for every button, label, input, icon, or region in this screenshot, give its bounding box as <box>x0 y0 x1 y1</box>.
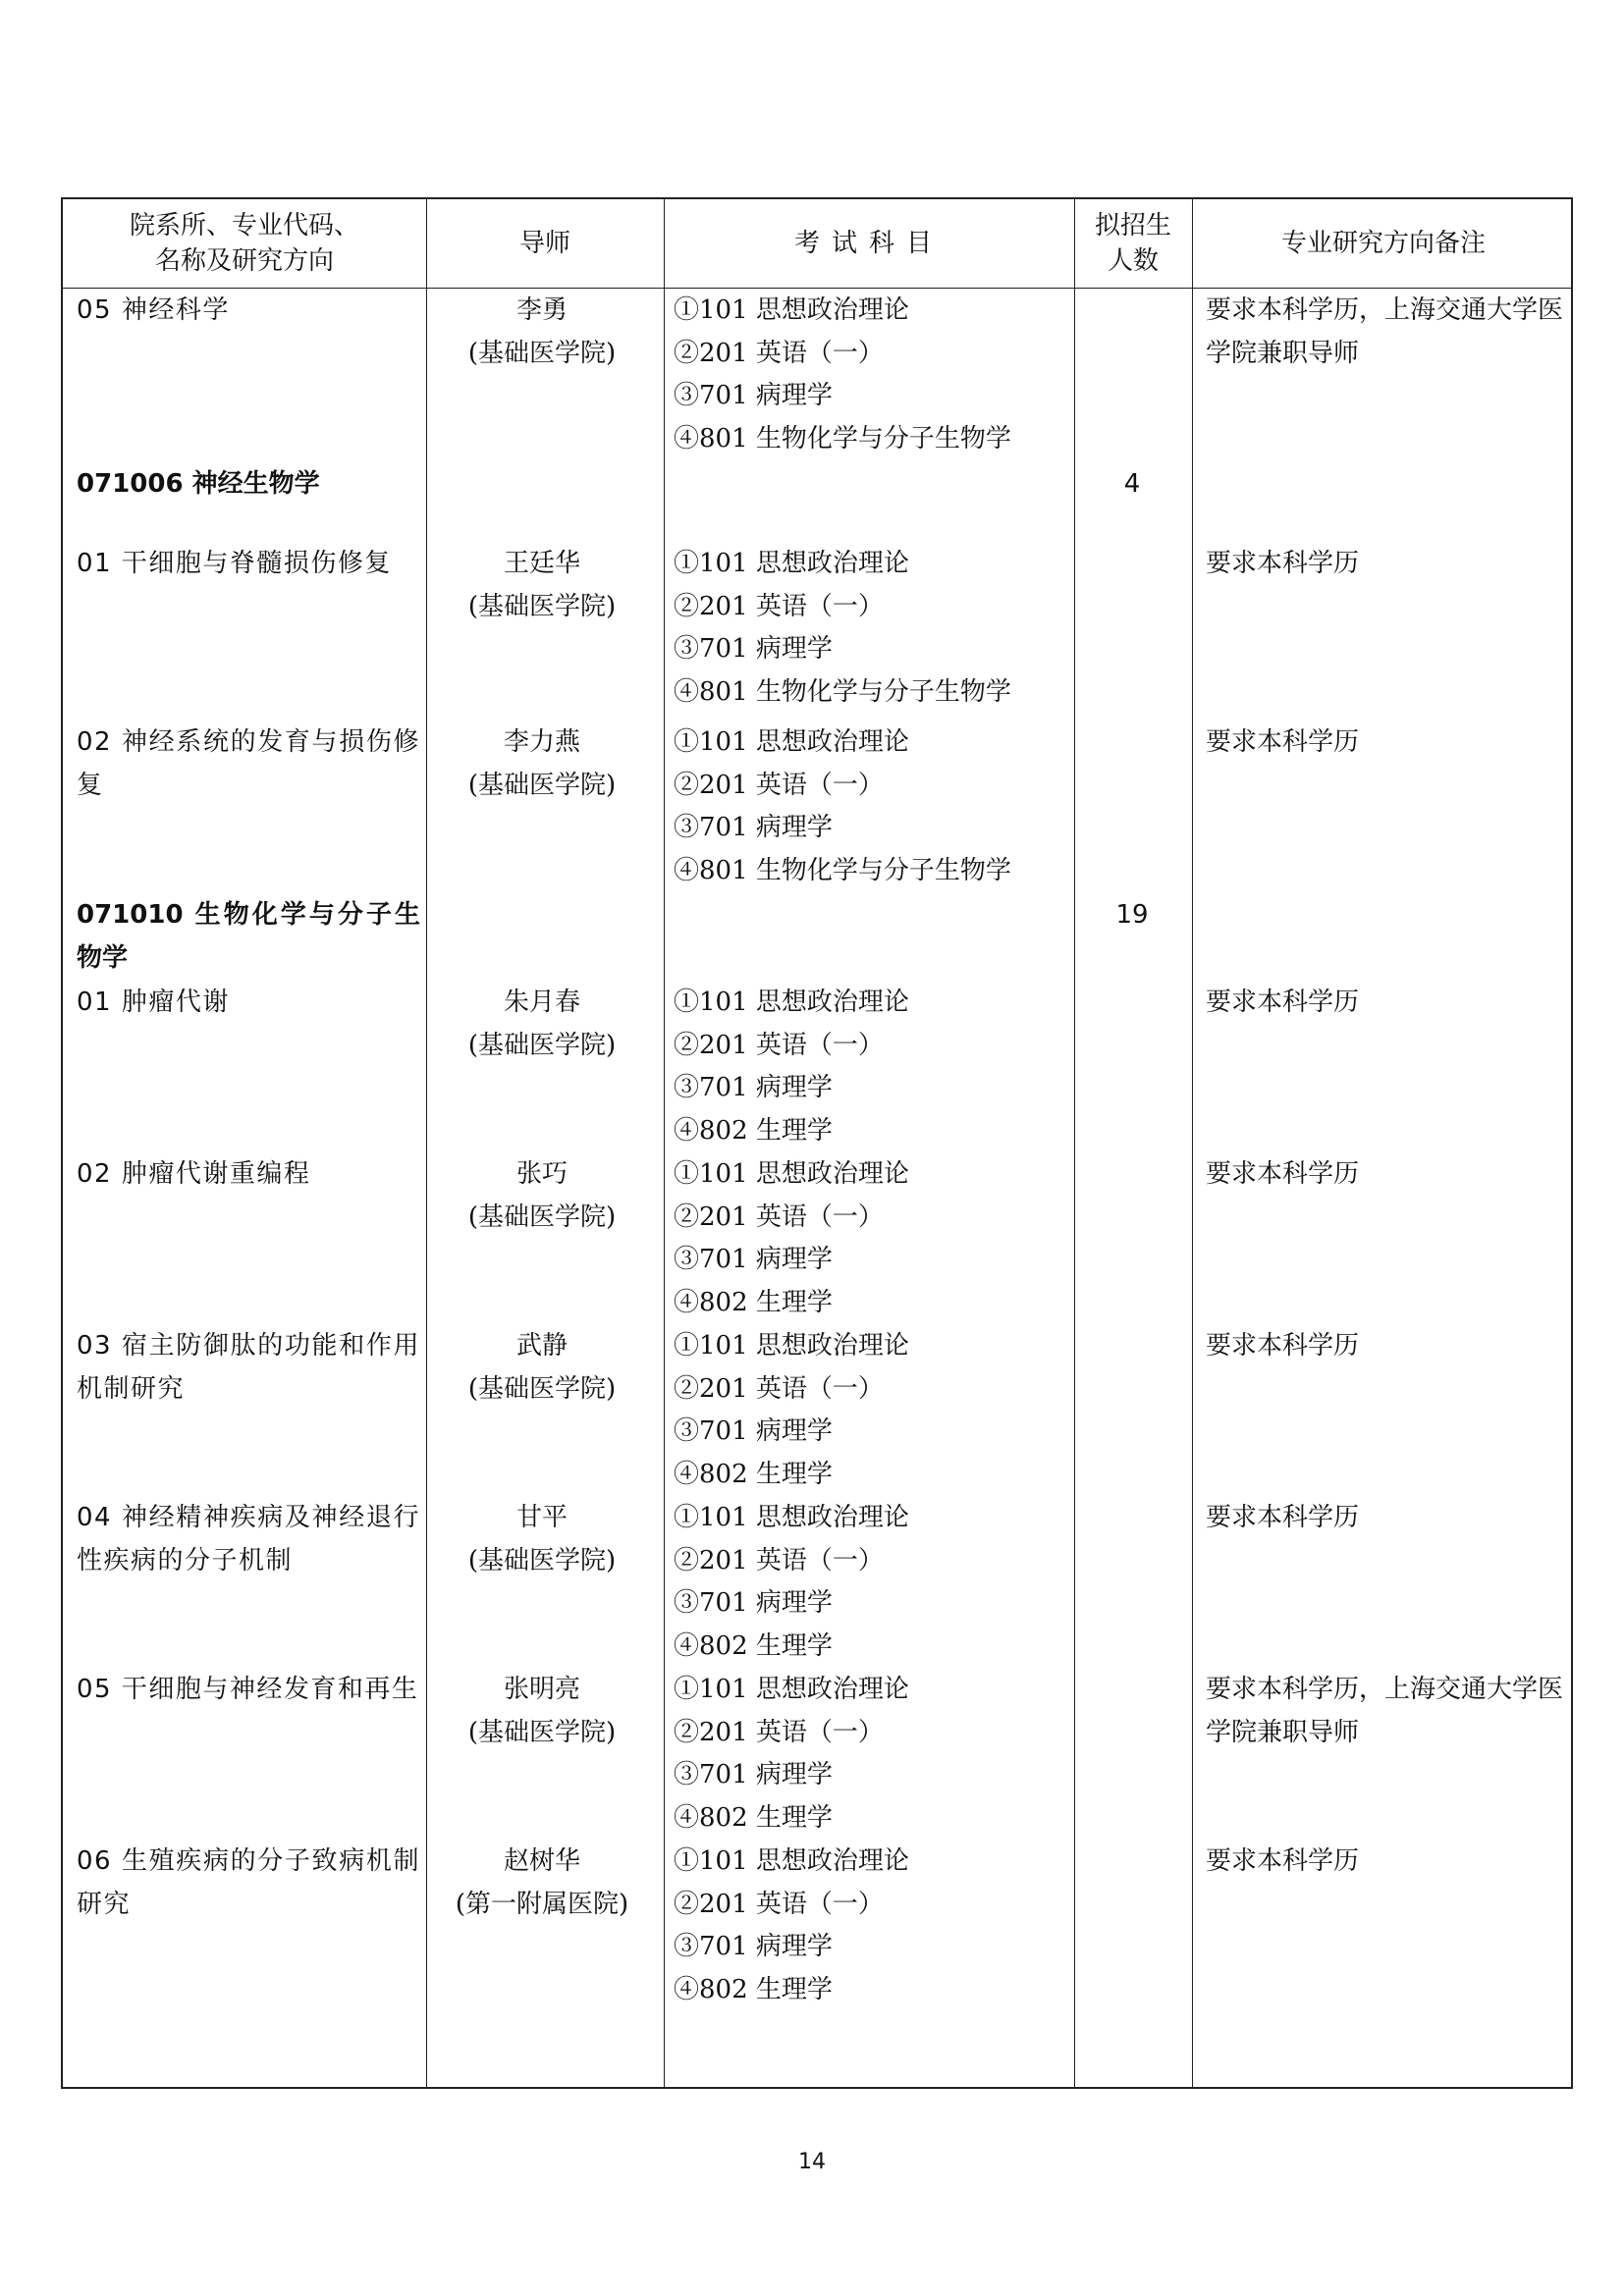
table-row <box>63 1153 1571 1325</box>
note: 要求本科学历 <box>1206 549 1360 578</box>
note: 要求本科学历 <box>1206 727 1360 757</box>
advisor: 李勇 (基础医学院) <box>467 295 617 368</box>
table-row <box>63 721 1571 894</box>
exam-subjects: ①101 思想政治理论 ②201 英语（一） ③701 病理学 ④802 生理学 <box>674 1675 909 1833</box>
major-name: 071010 生物化学与分子生物学 <box>77 900 420 973</box>
direction-name: 02 肿瘤代谢重编程 <box>77 1159 311 1189</box>
note: 要求本科学历 <box>1206 1159 1360 1189</box>
advisor: 李力燕 (基础医学院) <box>467 727 617 800</box>
table-row <box>63 1325 1571 1497</box>
header-department: 院系所、专业代码、 名称及研究方向 <box>129 211 359 276</box>
header-quota: 拟招生 人数 <box>1094 211 1171 276</box>
page-number: 14 <box>798 2150 826 2174</box>
exam-subjects: ①101 思想政治理论 ②201 英语（一） ③701 病理学 ④801 生物化学与分子生物学 <box>674 295 1011 454</box>
header-notes: 专业研究方向备注 <box>1280 229 1486 258</box>
exam-subjects: ①101 思想政治理论 ②201 英语（一） ③701 病理学 ④801 生物化学与分子生物学 <box>674 727 1011 885</box>
exam-subjects: ①101 思想政治理论 ②201 英语（一） ③701 病理学 ④802 生理学 <box>674 988 909 1146</box>
table-row <box>63 1669 1571 1841</box>
admissions-table <box>61 197 1573 2089</box>
major-name: 071006 神经生物学 <box>77 469 320 499</box>
header-exam-subjects: 考试科目 <box>793 229 944 258</box>
advisor: 王廷华 (基础医学院) <box>467 549 617 621</box>
note: 要求本科学历 <box>1206 1331 1360 1361</box>
table-body <box>63 290 1571 2012</box>
direction-name: 02 神经系统的发育与损伤修复 <box>77 727 420 800</box>
exam-subjects: ①101 思想政治理论 ②201 英语（一） ③701 病理学 ④802 生理学 <box>674 1846 909 2004</box>
table-row <box>63 290 1571 463</box>
note: 要求本科学历 <box>1206 988 1360 1017</box>
direction-name: 01 肿瘤代谢 <box>77 988 230 1017</box>
table-row <box>63 543 1571 721</box>
note: 要求本科学历 <box>1206 1846 1360 1876</box>
note: 要求本科学历，上海交通大学医学院兼职导师 <box>1206 1675 1564 1747</box>
table-row <box>63 1497 1571 1669</box>
exam-subjects: ①101 思想政治理论 ②201 英语（一） ③701 病理学 ④802 生理学 <box>674 1159 909 1317</box>
note: 要求本科学历 <box>1206 1503 1360 1532</box>
advisor: 甘平 (基础医学院) <box>467 1503 617 1575</box>
direction-name: 03 宿主防御肽的功能和作用机制研究 <box>77 1331 420 1404</box>
direction-name: 01 干细胞与脊髓损伤修复 <box>77 549 392 578</box>
table-row <box>63 982 1571 1153</box>
header-advisor: 导师 <box>518 229 570 258</box>
table-row-major <box>63 463 1571 543</box>
advisor: 武静 (基础医学院) <box>467 1331 617 1404</box>
header-divider <box>63 288 1571 289</box>
exam-subjects: ①101 思想政治理论 ②201 英语（一） ③701 病理学 ④802 生理学 <box>674 1331 909 1489</box>
direction-name: 05 干细胞与神经发育和再生 <box>77 1675 419 1704</box>
direction-name: 06 生殖疾病的分子致病机制研究 <box>77 1846 420 1919</box>
advisor: 张巧 (基础医学院) <box>467 1159 617 1232</box>
table-row-major <box>63 894 1571 982</box>
note: 要求本科学历，上海交通大学医学院兼职导师 <box>1206 295 1564 368</box>
quota: 19 <box>1115 900 1149 930</box>
exam-subjects: ①101 思想政治理论 ②201 英语（一） ③701 病理学 ④802 生理学 <box>674 1503 909 1661</box>
direction-name: 05 神经科学 <box>77 295 230 325</box>
exam-subjects: ①101 思想政治理论 ②201 英语（一） ③701 病理学 ④801 生物化学与分子生物学 <box>674 549 1011 707</box>
advisor: 张明亮 (基础医学院) <box>467 1675 617 1747</box>
advisor: 赵树华 (第一附属医院) <box>455 1846 629 1919</box>
advisor: 朱月春 (基础医学院) <box>467 988 617 1060</box>
direction-name: 04 神经精神疾病及神经退行性疾病的分子机制 <box>77 1503 420 1575</box>
table-row <box>63 1841 1571 2012</box>
quota: 4 <box>1123 469 1141 499</box>
